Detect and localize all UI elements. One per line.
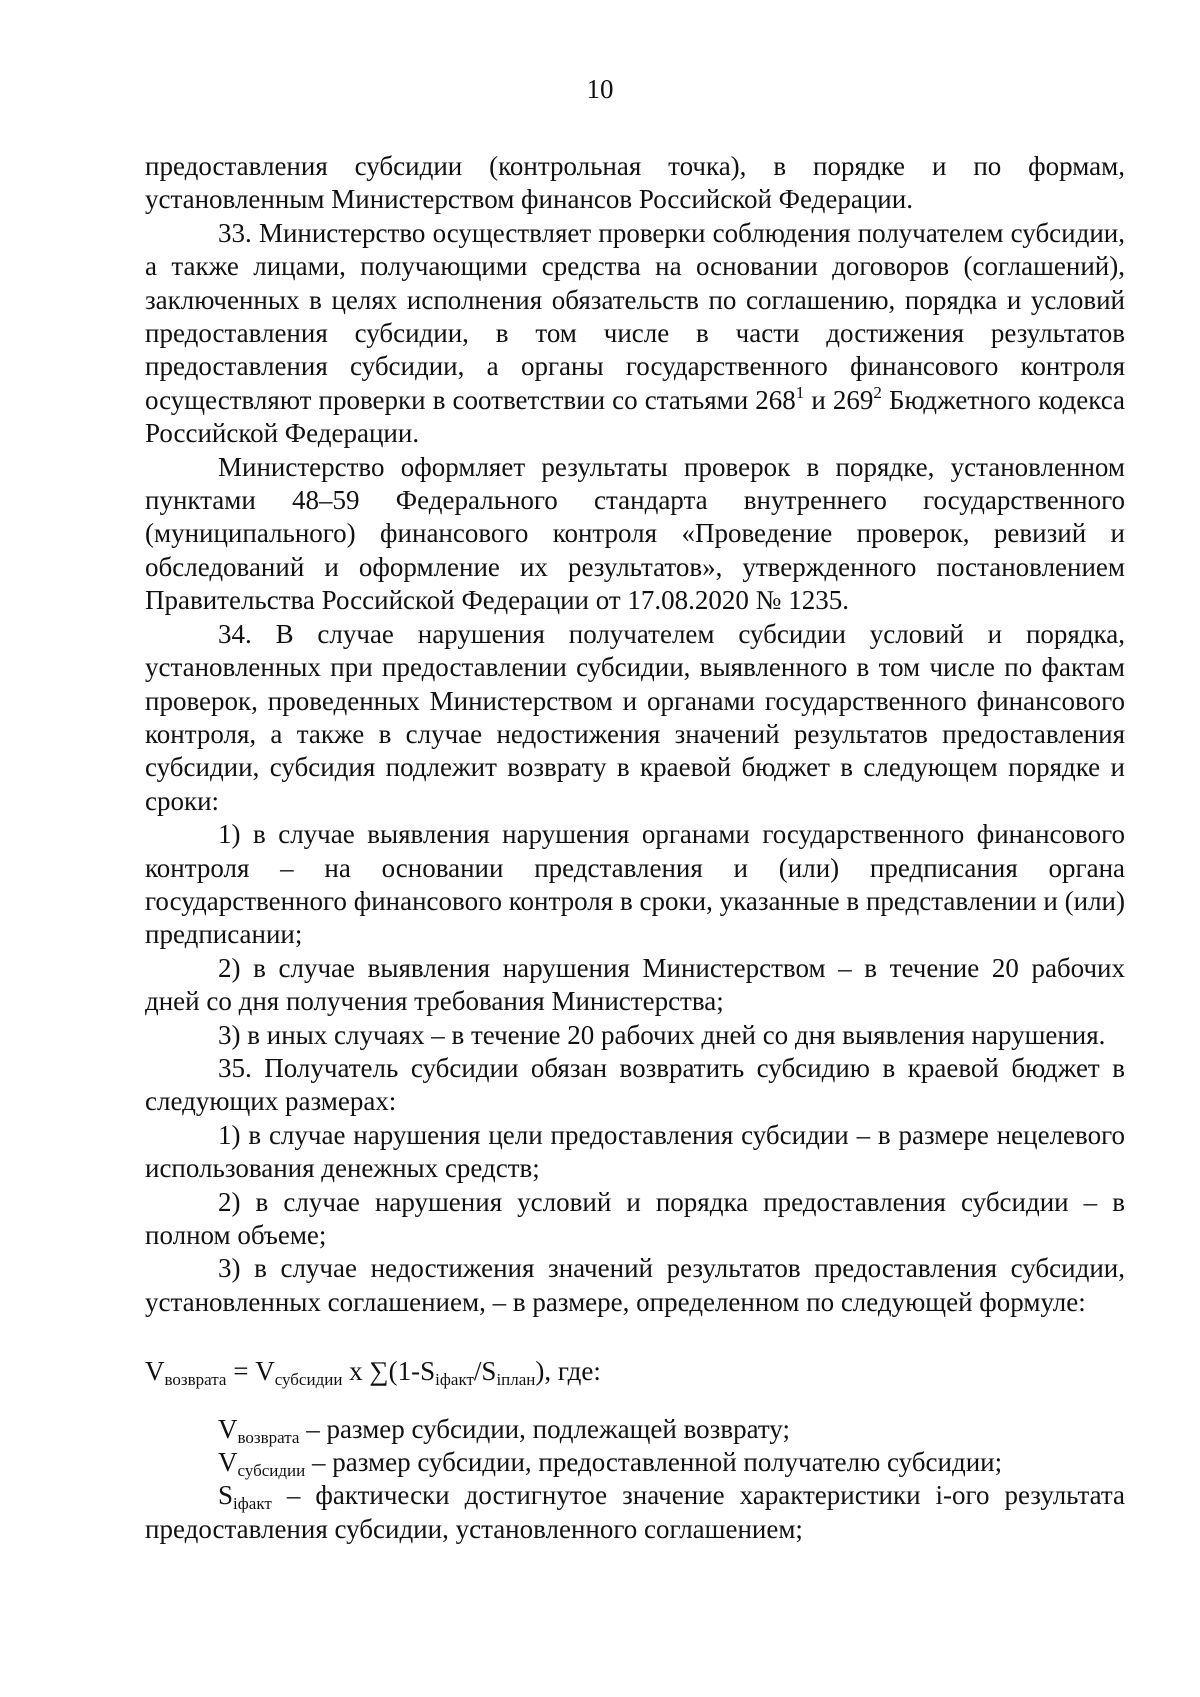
definition-v-return bbox=[145, 1413, 1125, 1446]
formula-v2: V bbox=[255, 1356, 275, 1387]
paragraph-34-item-3: 3) в иных случаях – в течение 20 рабочих дней со дня выявления нарушения. bbox=[218, 1019, 1106, 1050]
paragraph-continuation: предоставления субсидии (контрольная точка), в порядке и по формам, установленным Министерством финансов Российской Федерации. bbox=[145, 151, 1125, 215]
definition-2-var: V bbox=[218, 1447, 238, 1478]
paragraph-33-text-c: Бюджетного кодекса Российской Федерации. bbox=[145, 384, 1125, 449]
formula-sub-plan: iплан bbox=[496, 1370, 536, 1390]
superscript-1: 1 bbox=[795, 382, 805, 402]
paragraph-34-item-1: 1) в случае выявления нарушения органами государственного финансового контроля – на основании представления и (или) предписания органа государственного финансового контроля в сроки, указанные в представлении и (или) предписании; bbox=[145, 819, 1125, 950]
definition-1-var: V bbox=[218, 1413, 238, 1444]
formula-v: V bbox=[145, 1356, 165, 1387]
paragraph-33-text-a: 33. Министерство осуществляет проверки соблюдения получателем субсидии, а также лицами, получающими средства на основании договоров (соглашений), заключенных в целях исполнения обязательств по соглашению, порядка и условий предоставления субсидии, в том числе в части достижения результатов предоставления субсидии, а органы государственного финансового контроля осуществляют проверки в соответствии со статьями 268 bbox=[145, 217, 1125, 415]
paragraph-33-text-b: и 269 bbox=[804, 384, 874, 415]
formula-sum: x ∑(1-S bbox=[342, 1356, 436, 1387]
paragraph-35: 35. Получатель субсидии обязан возвратить субсидию в краевой бюджет в следующих размерах: bbox=[145, 1052, 1125, 1117]
paragraph-35-item-2: 2) в случае нарушения условий и порядка предоставления субсидии – в полном объеме; bbox=[145, 1186, 1125, 1250]
definition-3-var: S bbox=[218, 1480, 234, 1511]
definition-2-text: – размер субсидии, предоставленной получателю субсидии; bbox=[305, 1447, 1003, 1478]
formula-equals: = bbox=[226, 1356, 256, 1387]
formula-tail: ), где: bbox=[535, 1356, 601, 1387]
paragraph-35-item-1: 1) в случае нарушения цели предоставления субсидии – в размере нецелевого использования денежных средств; bbox=[145, 1119, 1125, 1184]
definition-3-sub: iфакт bbox=[233, 1494, 272, 1514]
definition-2-sub: субсидии bbox=[237, 1461, 306, 1481]
formula-slash: /S bbox=[473, 1356, 497, 1387]
definition-3-text: – фактически достигнутое значение характеристики i-ого результата предоставления субсидии, установленного соглашением; bbox=[145, 1480, 1125, 1544]
formula-sub-subsidy: субсидии bbox=[274, 1370, 343, 1390]
superscript-2: 2 bbox=[873, 382, 882, 402]
paragraph-35-item-3: 3) в случае недостижения значений результатов предоставления субсидии, установленных соглашением, – в размере, определенном по следующей формуле: bbox=[145, 1253, 1125, 1317]
page-number: 10 bbox=[586, 74, 614, 104]
definition-1-text: – размер субсидии, подлежащей возврату; bbox=[299, 1413, 790, 1444]
refund-formula bbox=[145, 1355, 1125, 1388]
formula-sub-fact: iфакт bbox=[435, 1370, 474, 1390]
paragraph-34: 34. В случае нарушения получателем субсидии условий и порядка, установленных при предоставлении субсидии, выявленного в том числе по фактам проверок, проведенных Министерством и органами государственного финансового контроля, а также в случае недостижения значений результатов предоставления субсидии, субсидия подлежит возврату в краевой бюджет в следующем порядке и сроки: bbox=[145, 618, 1125, 816]
paragraph-ministry-results: Министерство оформляет результаты проверок в порядке, установленном пунктами 48–59 Федерального стандарта внутреннего государственного (муниципального) финансового контроля «Проведение проверок, ревизий и обследований и оформление их результатов», утвержденного постановлением Правительства Российской Федерации от 17.08.2020 № 1235. bbox=[145, 451, 1125, 616]
definition-s-fact bbox=[145, 1479, 1125, 1546]
paragraph-34-item-2: 2) в случае выявления нарушения Министерством – в течение 20 рабочих дней со дня получения требования Министерства; bbox=[145, 952, 1125, 1017]
paragraph-33 bbox=[145, 217, 1125, 451]
definition-v-subsidy bbox=[145, 1446, 1125, 1479]
document-body bbox=[145, 150, 1125, 1546]
formula-sub-return: возврата bbox=[164, 1370, 227, 1390]
definition-1-sub: возврата bbox=[237, 1427, 300, 1447]
